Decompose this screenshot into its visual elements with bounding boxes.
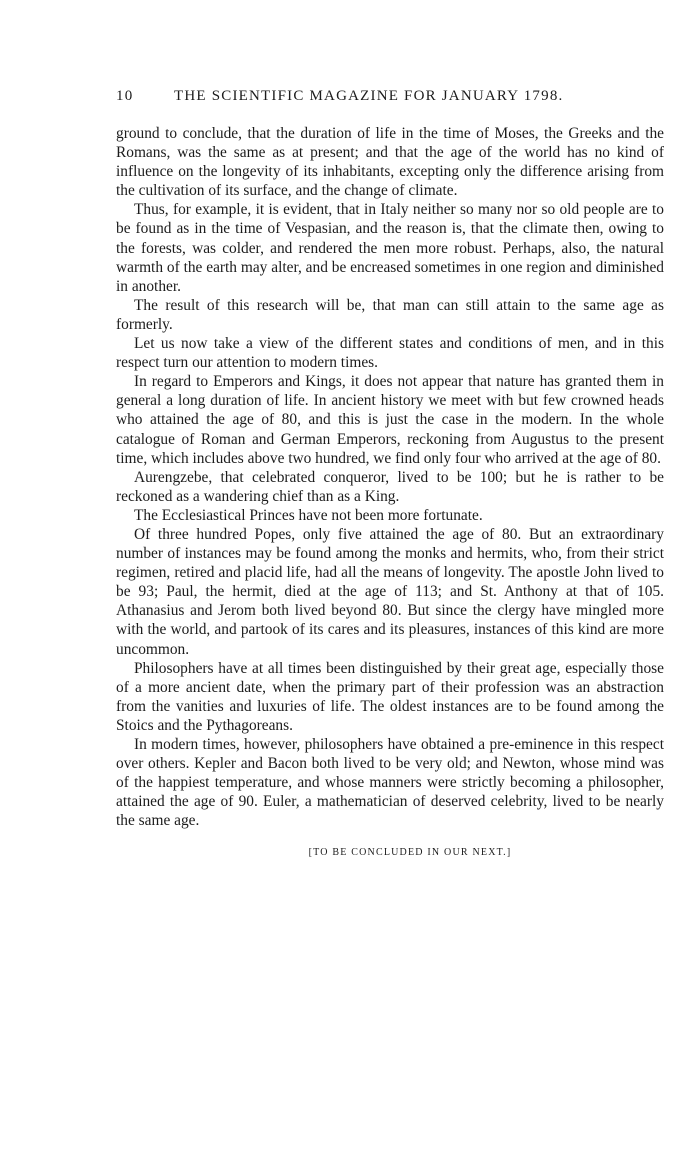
paragraph: Thus, for example, it is evident, that in Italy neither so many nor so old people are to be found as in the time of Vespasian, and the reason is, that the climate then, owing to the forests, was colder, and rendered the men more robust. Perhaps, also, the natural warmth of the earth may alter, and be encreased sometimes in one region and diminished in another. bbox=[116, 201, 664, 295]
paragraph: Aurengzebe, that celebrated conqueror, lived to be 100; but he is rather to be reckoned as a wandering chief than as a King. bbox=[116, 468, 664, 505]
magazine-page bbox=[116, 88, 664, 858]
paragraph: The Ecclesiastical Princes have not been more fortunate. bbox=[134, 506, 483, 524]
paragraph: Let us now take a view of the different states and conditions of men, and in this respect turn our attention to modern times. bbox=[116, 335, 664, 372]
paragraph-continued: ground to conclude, that the duration of life in the time of Moses, the Greeks and the Romans, was the same as at present; and that the age of the world has no kind of influence on the longevity of its inhabitants, excepting only the difference arising from the cultivation of its surface, and the change of climate. bbox=[116, 125, 664, 200]
paragraph: In regard to Emperors and Kings, it does not appear that nature has granted them in general a long duration of life. In ancient history we meet with but few crowned heads who attained the age of 80, and this is just the case in the modern. In the whole catalogue of Roman and German Emperors, reckoning from Augustus to the present time, which includes above two hundred, we find only four who arrived at the age of 80. bbox=[116, 373, 664, 467]
paragraph: In modern times, however, philosophers have obtained a pre-eminence in this respect over others. Kepler and Bacon both lived to be very old; and Newton, whose mind was of the happiest temperature, and whose manners were strictly becoming a philosopher, attained the age of 90. Euler, a mathematician of deserved celebrity, lived to be nearly the same age. bbox=[116, 736, 664, 830]
continuation-note: [TO BE CONCLUDED IN OUR NEXT.] bbox=[308, 847, 512, 859]
page-header bbox=[116, 88, 664, 112]
article-body bbox=[116, 124, 664, 830]
page-number: 10 bbox=[116, 88, 134, 104]
paragraph: Of three hundred Popes, only five attained the age of 80. But an extraordinary number of instances may be found among the monks and hermits, who, from their strict regimen, retired and placid life, had all the means of longevity. The apostle John lived to be 93; Paul, the hermit, died at the age of 113; and St. Anthony at that of 105. Athanasius and Jerom both lived beyond 80. But since the clergy have mingled more with the world, and partook of its cares and its pleasures, instances of this kind are more uncommon. bbox=[116, 525, 664, 658]
running-title: THE SCIENTIFIC MAGAZINE FOR JANUARY 1798. bbox=[174, 88, 564, 104]
paragraph: The result of this research will be, that man can still attain to the same age as formerly. bbox=[116, 296, 664, 333]
paragraph: Philosophers have at all times been distinguished by their great age, especially those of a more ancient date, when the primary part of their profession was an abstraction from the vanities and luxuries of life. The oldest instances are to be found among the Stoics and the Pythagoreans. bbox=[116, 659, 664, 734]
